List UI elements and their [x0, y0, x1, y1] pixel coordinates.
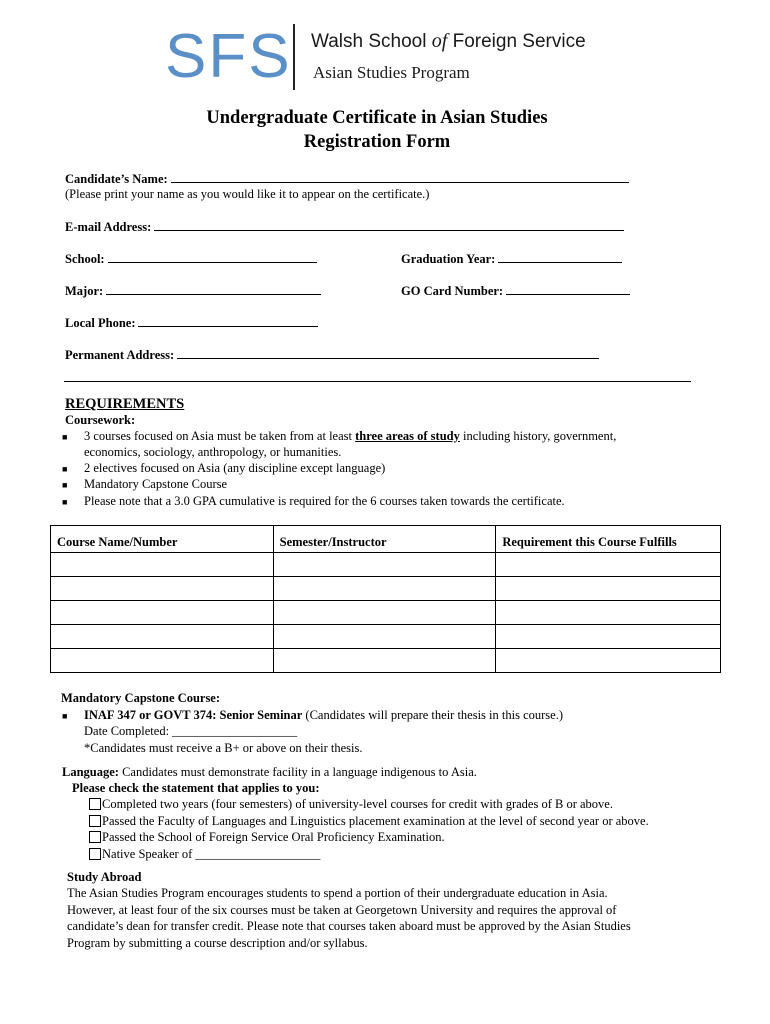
list-item: Please note that a 3.0 GPA cumulative is required for the 6 courses taken towards the certificate. [84, 494, 565, 508]
phone-input-line[interactable] [138, 315, 318, 327]
table-row [51, 577, 721, 601]
table-cell[interactable] [51, 601, 274, 625]
school-label: School: [65, 252, 105, 266]
address-input-line[interactable] [177, 347, 599, 359]
address-label: Permanent Address: [65, 348, 175, 362]
study-abroad-text: The Asian Studies Program encourages students to spend a portion of their undergraduate education in Asia. [67, 886, 608, 900]
gocard-input-line[interactable] [506, 283, 630, 295]
table-cell[interactable] [496, 601, 721, 625]
language-instruction: Please check the statement that applies to you: [72, 781, 320, 795]
major-label: Major: [65, 284, 104, 298]
col-header-requirement: Requirement this Course Fulfills [496, 526, 721, 553]
page-subtitle: Registration Form [303, 132, 451, 152]
phone-label: Local Phone: [65, 316, 136, 330]
name-label: Candidate’s Name: [65, 172, 168, 186]
address-field [65, 347, 599, 363]
school-name-of: of [431, 30, 448, 52]
option-label: Native Speaker of ____________________ [102, 847, 321, 861]
language-option[interactable] [89, 830, 445, 845]
list-item-continuation: economics, sociology, anthropology, or humanities. [84, 445, 342, 459]
bullet-icon: ■ [62, 497, 68, 507]
name-input-line[interactable] [171, 171, 629, 183]
capstone-date-field[interactable]: Date Completed: ____________________ [84, 724, 298, 738]
table-cell[interactable] [51, 553, 274, 577]
capstone-note: *Candidates must receive a B+ or above on their thesis. [84, 741, 363, 755]
list-item: 2 electives focused on Asia (any discipline except language) [84, 461, 386, 475]
table-cell[interactable] [496, 577, 721, 601]
phone-field [65, 315, 318, 331]
option-label: Passed the Faculty of Languages and Linguistics placement examination at the level of second year or above. [102, 814, 649, 828]
school-input-line[interactable] [108, 251, 317, 263]
checkbox[interactable] [89, 798, 101, 810]
table-cell[interactable] [51, 625, 274, 649]
grad-year-label: Graduation Year: [401, 252, 496, 266]
email-field [65, 219, 624, 235]
table-cell[interactable] [51, 649, 274, 673]
table-cell[interactable] [51, 577, 274, 601]
grad-year-field [401, 251, 622, 267]
table-cell[interactable] [496, 625, 721, 649]
capstone-course [84, 708, 563, 723]
capstone-course-name: INAF 347 or GOVT 374: Senior Seminar [84, 708, 303, 722]
language-option[interactable] [89, 847, 320, 862]
table-cell[interactable] [496, 649, 721, 673]
program-name: Asian Studies Program [313, 63, 470, 82]
table-header-row [51, 526, 721, 553]
bullet1-text: 3 courses focused on Asia must be taken from at least [84, 429, 356, 443]
school-name-pre: Walsh School [311, 31, 432, 52]
language-text: Candidates must demonstrate facility in a language indigenous to Asia. [118, 765, 477, 779]
col-header-course: Course Name/Number [51, 526, 274, 553]
school-name [311, 30, 586, 53]
checkbox[interactable] [89, 831, 101, 843]
name-field [65, 171, 629, 187]
grad-year-input-line[interactable] [498, 251, 622, 263]
bullet1-text-post: including history, government, [459, 429, 617, 443]
table-cell[interactable] [496, 553, 721, 577]
study-abroad-heading: Study Abroad [67, 870, 142, 884]
table-cell[interactable] [273, 553, 496, 577]
school-field [65, 251, 317, 267]
email-input-line[interactable] [154, 219, 624, 231]
table-row [51, 601, 721, 625]
school-name-post: Foreign Service [447, 31, 586, 52]
option-label: Passed the School of Foreign Service Oral Proficiency Examination. [102, 830, 445, 844]
language-option[interactable] [89, 797, 613, 812]
language-requirement [62, 765, 477, 780]
table-row [51, 625, 721, 649]
bullet-icon: ■ [62, 464, 68, 474]
table-row [51, 553, 721, 577]
checkbox[interactable] [89, 848, 101, 860]
study-abroad-text: Program by submitting a course description and/or syllabus. [67, 936, 368, 950]
gocard-field [401, 283, 630, 299]
list-item [84, 429, 616, 444]
sfs-logo: SFS [165, 22, 292, 91]
coursework-label: Coursework: [65, 413, 136, 427]
bullet-icon: ■ [62, 711, 68, 721]
major-input-line[interactable] [106, 283, 321, 295]
major-field [65, 283, 321, 299]
table-cell[interactable] [273, 649, 496, 673]
table-cell[interactable] [273, 625, 496, 649]
course-table [50, 525, 721, 673]
bullet1-emphasis: three areas of study [355, 429, 460, 443]
capstone-course-note: (Candidates will prepare their thesis in this course.) [302, 708, 563, 722]
table-cell[interactable] [273, 577, 496, 601]
col-header-semester: Semester/Instructor [273, 526, 496, 553]
page-title: Undergraduate Certificate in Asian Studies [206, 108, 548, 128]
table-row [51, 649, 721, 673]
name-note: (Please print your name as you would like it to appear on the certificate.) [65, 187, 430, 201]
logo-divider [293, 24, 295, 90]
bullet-icon: ■ [62, 432, 68, 442]
study-abroad-text: However, at least four of the six courses must be taken at Georgetown University and requires the approval of [67, 903, 617, 917]
study-abroad-text: candidate’s dean for transfer credit. Please note that courses taken aboard must be approved by the Asian Studies [67, 919, 631, 933]
language-label: Language: [62, 765, 119, 779]
option-label: Completed two years (four semesters) of university-level courses for credit with grades of B or above. [102, 797, 613, 811]
address-second-line[interactable] [64, 381, 691, 382]
email-label: E-mail Address: [65, 220, 152, 234]
requirements-heading: REQUIREMENTS [65, 396, 185, 412]
language-option[interactable] [89, 814, 649, 829]
table-cell[interactable] [273, 601, 496, 625]
bullet-icon: ■ [62, 480, 68, 490]
list-item: Mandatory Capstone Course [84, 477, 228, 491]
checkbox[interactable] [89, 815, 101, 827]
gocard-label: GO Card Number: [401, 284, 504, 298]
capstone-heading: Mandatory Capstone Course: [61, 691, 221, 705]
